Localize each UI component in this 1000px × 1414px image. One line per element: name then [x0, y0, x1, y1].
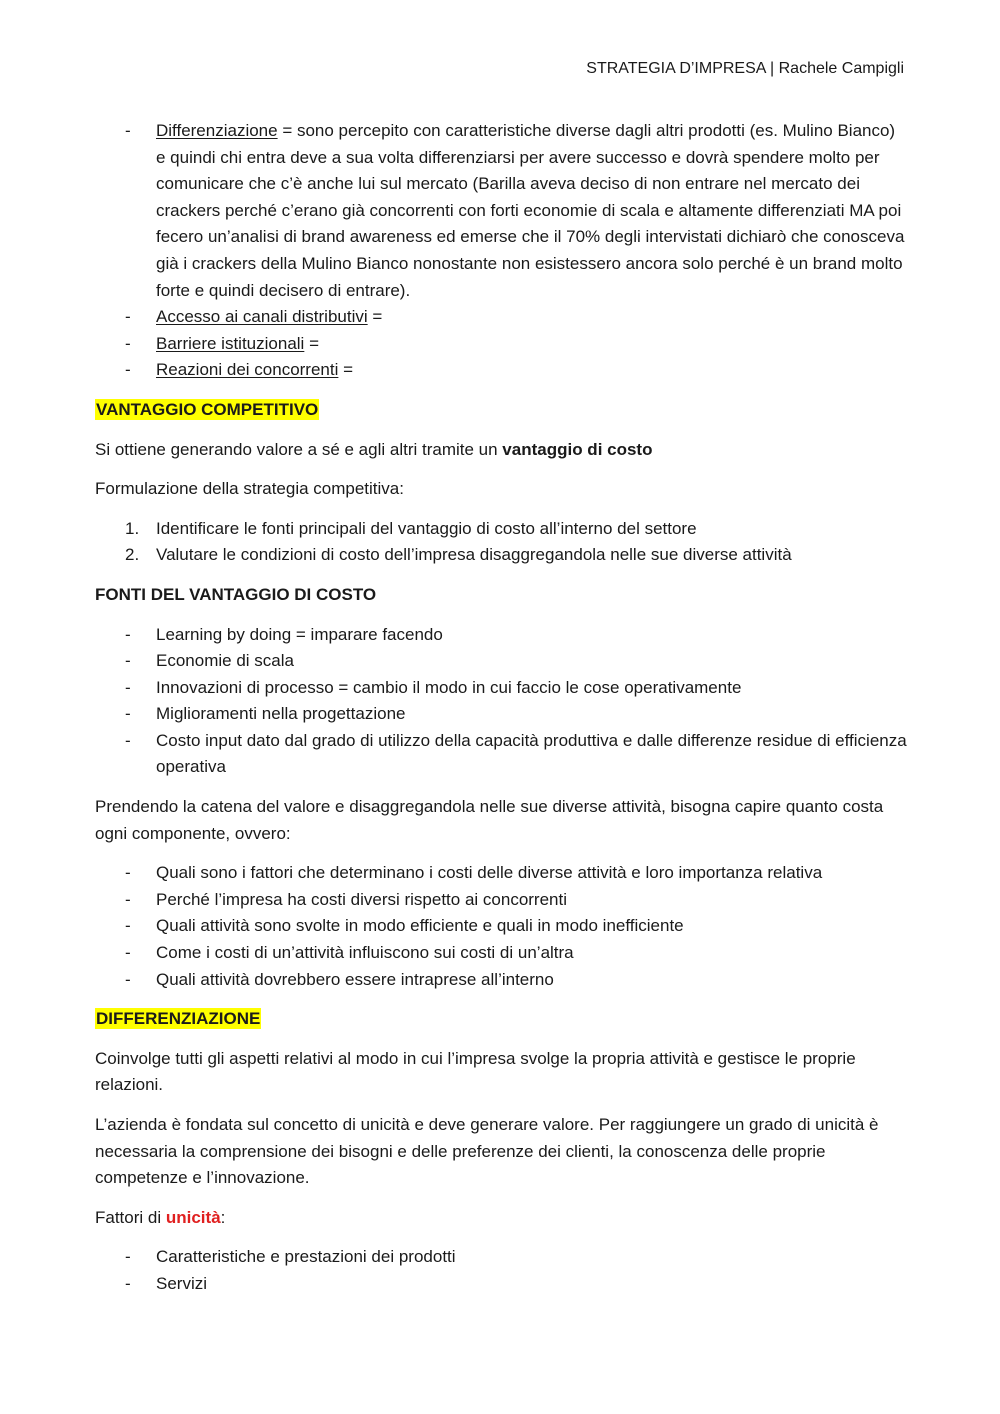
dash-marker: -	[125, 677, 131, 697]
keyword-unicita: unicità	[165, 1207, 221, 1227]
term-barriere-istituzionali: Barriere istituzionali	[156, 333, 305, 353]
list-item	[95, 675, 907, 702]
item-text: Valutare le condizioni di costo dell’impresa disaggregandola nelle sue diverse attività	[156, 545, 792, 565]
dash-marker: -	[125, 121, 131, 140]
section-heading-fonti: FONTI DEL VANTAGGIO DI COSTO	[95, 584, 377, 604]
item-text: Identificare le fonti principali del vantaggio di costo all’interno del settore	[156, 518, 697, 538]
formulazione-text: Formulazione della strategia competitiva:	[95, 479, 404, 499]
dash-marker: -	[125, 943, 131, 963]
istituzionali-suffix: =	[304, 333, 319, 353]
list-item	[95, 887, 907, 914]
fattori-unicita-line	[95, 1205, 907, 1232]
dash-marker: -	[125, 969, 131, 989]
list-item-text: Caratteristiche e prestazioni dei prodotti	[156, 1247, 456, 1267]
dash-marker: -	[125, 1247, 131, 1267]
list-item-text: Quali sono i fattori che determinano i costi delle diverse attività e loro importanza relativa	[156, 863, 823, 883]
barriers-list	[95, 118, 907, 384]
list-item-text: Quali attività dovrebbero essere intraprese all’interno	[156, 969, 554, 989]
catena-list	[95, 860, 907, 993]
highlighted-heading: DIFFERENZIAZIONE	[96, 1009, 261, 1029]
dash-marker: -	[125, 889, 131, 909]
page-content	[95, 118, 907, 1298]
list-item	[95, 728, 907, 781]
list-item	[95, 913, 907, 940]
page-header: STRATEGIA D’IMPRESA | Rachele Campigli	[586, 60, 904, 77]
list-item-text: Servizi	[156, 1273, 208, 1293]
list-item	[95, 860, 907, 887]
catena-paragraph: Prendendo la catena del valore e disaggregandola nelle sue diverse attività, bisogna capire quanto costa ogni componente, ovvero:	[95, 797, 884, 843]
list-item-istituzionali	[95, 331, 907, 358]
list-item	[95, 940, 907, 967]
differenziazione-paragraph-2: L’azienda è fondata sul concetto di unicità e deve generare valore. Per raggiungere un grado di unicità è necessaria la comprensione dei bisogni e delle preferenze dei clienti, la conoscenza delle proprie competenze e l’innovazione.	[95, 1115, 879, 1188]
list-item	[95, 1244, 907, 1271]
list-item-text: Perché l’impresa ha costi diversi rispetto ai concorrenti	[156, 889, 568, 909]
dash-marker: -	[125, 1273, 131, 1293]
section-heading-vantaggio	[95, 397, 907, 424]
unicita-list	[95, 1244, 907, 1297]
list-item-differenziazione	[95, 118, 907, 304]
differenziazione-description: = sono percepito con caratteristiche diverse dagli altri prodotti (es. Mulino Bianco) e quindi chi entra deve a sua volta differenziarsi per avere successo e dovrà spendere molto per comunicare che c’è anche lui sul mercato (Barilla aveva deciso di non entrare nel mercato dei crackers perché c’erano già concorrenti con forti economie di scala e altamente differenziati MA poi fecero un’analisi di brand awareness ed emerse che il 70% degli intervistati dichiarò che conosceva già i crackers della Mulino Bianco nonostante non esistessero ancora solo perché è un brand molto forte e quindi decisero di entrare).	[156, 121, 905, 300]
dash-marker: -	[125, 307, 131, 327]
numbered-item	[95, 542, 907, 569]
dash-marker: -	[125, 704, 131, 724]
dash-marker: -	[125, 651, 131, 671]
list-item-text: Economie di scala	[156, 651, 294, 671]
list-item-text: Miglioramenti nella progettazione	[156, 704, 406, 724]
term-differenziazione: Differenziazione	[156, 121, 278, 140]
list-item	[95, 1271, 907, 1298]
list-item-reazioni	[95, 357, 907, 384]
dash-marker: -	[125, 624, 131, 644]
item-number: 1.	[125, 518, 140, 538]
list-item	[95, 622, 907, 649]
list-item-text: Learning by doing = imparare facendo	[156, 624, 443, 644]
vantaggio-intro	[95, 437, 907, 464]
list-item-text: Innovazioni di processo = cambio il modo in cui faccio le cose operativamente	[156, 677, 742, 697]
intro-text: Si ottiene generando valore a sé e agli altri tramite un	[95, 439, 503, 459]
list-item	[95, 701, 907, 728]
list-item-text: Come i costi di un’attività influiscono sui costi di un’altra	[156, 943, 574, 963]
highlighted-heading: VANTAGGIO COMPETITIVO	[96, 399, 319, 419]
list-item-text: Quali attività sono svolte in modo efficiente e quali in modo inefficiente	[156, 916, 684, 936]
list-item	[95, 967, 907, 994]
dash-marker: -	[125, 360, 131, 380]
list-item	[95, 648, 907, 675]
fonti-list	[95, 622, 907, 782]
term-reazioni-concorrenti: Reazioni dei concorrenti	[156, 360, 339, 380]
list-item-text: Costo input dato dal grado di utilizzo della capacità produttiva e dalle differenze residue di efficienza operativa	[156, 730, 907, 777]
dash-marker: -	[125, 730, 131, 750]
fattori-prefix: Fattori di	[95, 1207, 166, 1227]
section-heading-differenziazione	[95, 1006, 907, 1033]
list-item-canali	[95, 304, 907, 331]
strategy-steps-list	[95, 516, 907, 569]
dash-marker: -	[125, 333, 131, 353]
reazioni-suffix: =	[338, 360, 354, 380]
numbered-item	[95, 516, 907, 543]
canali-suffix: =	[367, 307, 383, 327]
dash-marker: -	[125, 916, 131, 936]
term-canali-distributivi: Accesso ai canali distributivi	[156, 307, 368, 327]
dash-marker: -	[125, 863, 131, 883]
differenziazione-paragraph-1: Coinvolge tutti gli aspetti relativi al modo in cui l’impresa svolge la propria attività e gestisce le proprie relazioni.	[95, 1048, 856, 1095]
fattori-suffix: :	[220, 1207, 226, 1227]
intro-bold-term: vantaggio di costo	[502, 439, 653, 459]
item-number: 2.	[125, 545, 140, 565]
